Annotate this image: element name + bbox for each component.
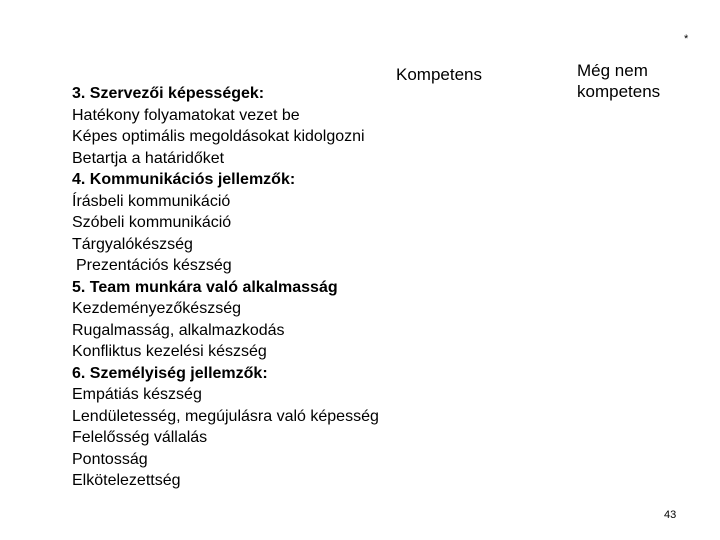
list-item: Tárgyalókészség	[72, 235, 193, 253]
list-item: Elkötelezettség	[72, 472, 181, 489]
list-item: Konfliktus kezelési készség	[72, 343, 267, 360]
list-item: Empátiás készség	[72, 386, 202, 403]
column-header-line-2: kompetens	[577, 82, 661, 101]
list-item: Rugalmasság, alkalmazkodás	[72, 321, 285, 339]
section-heading: 5. Team munkára való alkalmasság	[72, 278, 338, 296]
column-header-line-1: Még nem	[577, 61, 648, 80]
column-header-meg-nem-kompetens	[577, 60, 660, 102]
list-item: Képes optimális megoldásokat kidolgozni	[72, 128, 365, 145]
section-heading: 3. Szervezői képességek:	[72, 85, 265, 102]
list-item: Pontosság	[72, 450, 148, 468]
competency-list	[72, 83, 379, 492]
list-item: Hatékony folyamatokat vezet be	[72, 106, 300, 124]
section-heading: 4. Kommunikációs jellemzők:	[72, 171, 296, 188]
list-item: Kezdeményezőkészség	[72, 300, 241, 317]
list-item: Prezentációs készség	[76, 257, 232, 274]
list-item: Betartja a határidőket	[72, 149, 225, 167]
asterisk-mark: *	[684, 33, 689, 45]
list-item: Felelősség vállalás	[72, 429, 208, 446]
list-item: Lendületesség, megújulásra való képesség	[72, 407, 379, 425]
section-heading: 6. Személyiség jellemzők:	[72, 364, 268, 382]
column-header-kompetens: Kompetens	[396, 65, 482, 84]
page-number: 43	[664, 509, 677, 521]
list-item: Írásbeli kommunikáció	[72, 192, 231, 210]
list-item: Szóbeli kommunikáció	[72, 214, 232, 231]
